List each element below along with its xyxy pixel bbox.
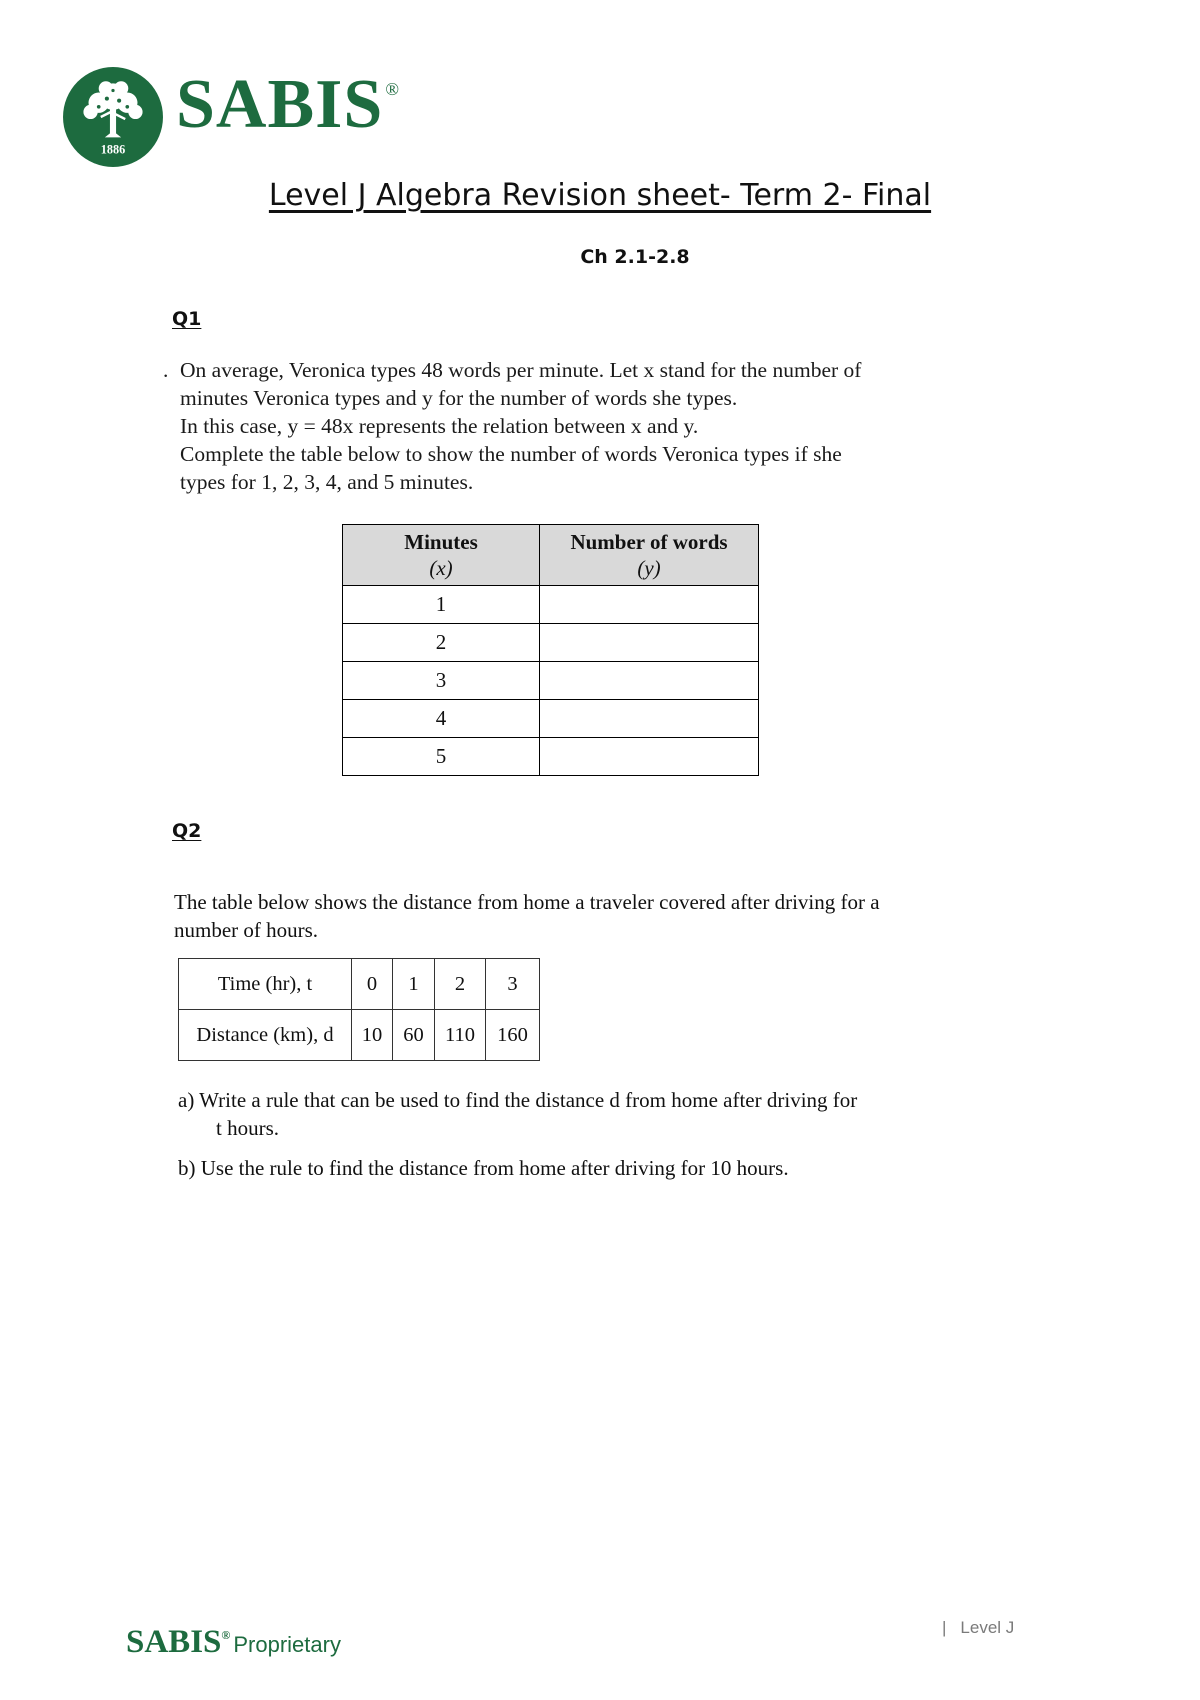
- minutes-cell: 1: [343, 586, 540, 624]
- part-a-line-1: a) Write a rule that can be used to find the distance d from home after driving for: [178, 1088, 858, 1112]
- time-row-label: Time (hr), t: [179, 959, 352, 1010]
- q2-intro-line-2: number of hours.: [174, 918, 319, 942]
- q2-parts: [178, 1086, 938, 1182]
- time-row: [179, 959, 540, 1010]
- table-row: [343, 586, 759, 624]
- table-row: [343, 738, 759, 776]
- distance-value: 110: [435, 1010, 486, 1061]
- q1-line-3: In this case, y = 48x represents the relation between x and y.: [180, 414, 699, 438]
- part-a-line-2: t hours.: [216, 1116, 279, 1140]
- registered-mark: ®: [385, 79, 401, 99]
- time-value: 2: [435, 959, 486, 1010]
- minutes-cell: 3: [343, 662, 540, 700]
- q1-header-minutes: [343, 525, 540, 586]
- q2-label: Q2: [172, 820, 202, 842]
- q1-line-5: types for 1, 2, 3, 4, and 5 minutes.: [180, 470, 474, 494]
- q1-line-1: On average, Veronica types 48 words per minute. Let x stand for the number of: [180, 358, 862, 382]
- time-value: 3: [486, 959, 540, 1010]
- q2-table: [178, 958, 540, 1061]
- words-label: Number of words: [570, 530, 728, 554]
- words-answer-cell[interactable]: [540, 738, 759, 776]
- tree-seal-icon: [62, 66, 164, 168]
- q1-line-4: Complete the table below to show the number of words Veronica types if she: [180, 442, 842, 466]
- words-answer-cell[interactable]: [540, 586, 759, 624]
- footer-level: Level J: [960, 1618, 1015, 1637]
- distance-row: [179, 1010, 540, 1061]
- time-value: 0: [352, 959, 393, 1010]
- seal-year: 1886: [100, 142, 126, 157]
- distance-row-label: Distance (km), d: [179, 1010, 352, 1061]
- table-row: [343, 662, 759, 700]
- q1-line-2: minutes Veronica types and y for the number of words she types.: [180, 386, 738, 410]
- minutes-cell: 5: [343, 738, 540, 776]
- table-row: [343, 700, 759, 738]
- minutes-var: (x): [429, 556, 453, 580]
- distance-value: 60: [393, 1010, 435, 1061]
- q1-table: [342, 524, 759, 776]
- words-var: (y): [637, 556, 661, 580]
- minutes-cell: 2: [343, 624, 540, 662]
- q1-table-header-row: [343, 525, 759, 586]
- q1-question-text: [163, 356, 991, 496]
- footer-proprietary: Proprietary: [233, 1632, 341, 1657]
- chapter-range: Ch 2.1-2.8: [580, 246, 690, 268]
- footer-separator: |: [942, 1618, 947, 1637]
- part-b: b) Use the rule to find the distance from home after driving for 10 hours.: [178, 1156, 789, 1180]
- footer-registered-mark: ®: [221, 1628, 231, 1642]
- logo-text: SABIS: [176, 66, 384, 143]
- stray-dot: .: [163, 358, 169, 382]
- logo-wordmark: [176, 66, 401, 143]
- table-row: [343, 624, 759, 662]
- sabis-logo: [62, 66, 422, 170]
- footer-logo: [126, 1624, 341, 1661]
- minutes-cell: 4: [343, 700, 540, 738]
- words-answer-cell[interactable]: [540, 624, 759, 662]
- footer-page-info: [942, 1618, 1014, 1638]
- footer-logo-text: SABIS: [126, 1624, 222, 1660]
- words-answer-cell[interactable]: [540, 700, 759, 738]
- q1-label: Q1: [172, 308, 202, 330]
- minutes-label: Minutes: [404, 530, 478, 554]
- words-answer-cell[interactable]: [540, 662, 759, 700]
- q2-intro-line-1: The table below shows the distance from home a traveler covered after driving for a: [174, 890, 880, 914]
- page-title: Level J Algebra Revision sheet- Term 2- Final: [268, 178, 932, 213]
- q2-intro: [174, 888, 954, 944]
- time-value: 1: [393, 959, 435, 1010]
- distance-value: 10: [352, 1010, 393, 1061]
- q1-header-words: [540, 525, 759, 586]
- distance-value: 160: [486, 1010, 540, 1061]
